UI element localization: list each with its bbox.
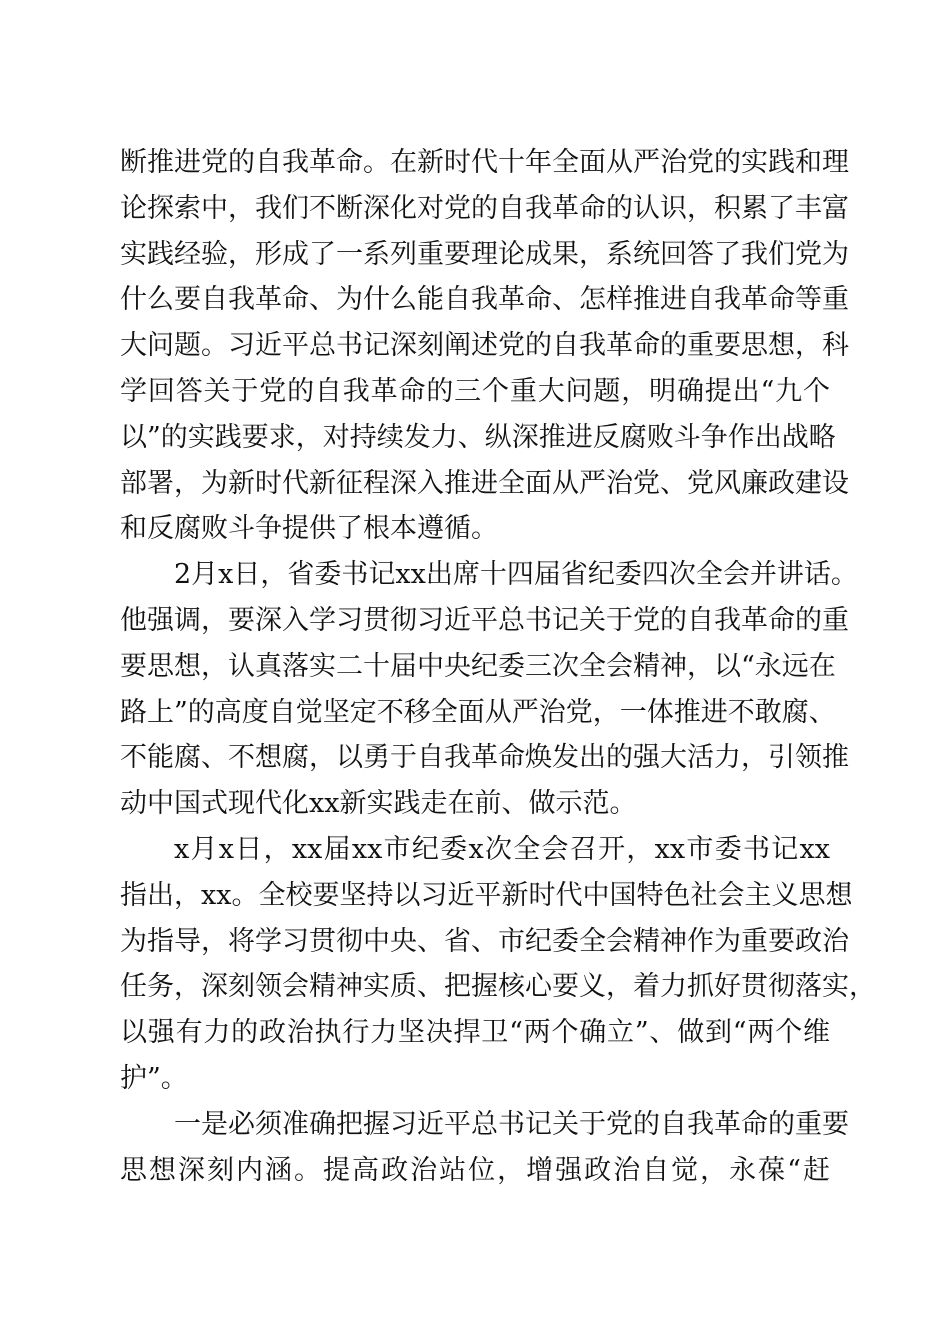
text-line: 一是必须准确把握习近平总书记关于党的自我革命的重要: [174, 1108, 849, 1140]
text-line: 指出，xx。全校要坚持以习近平新时代中国特色社会主义思想: [120, 879, 853, 911]
text-line: 要思想，认真落实二十届中央纪委三次全会精神，以“永远在: [120, 650, 836, 682]
paragraph-4: [120, 1102, 849, 1194]
text-line: 思想深刻内涵。提高政治站位，增强政治自觉，永葆“赶: [120, 1154, 830, 1186]
document-body: [120, 140, 876, 1193]
text-line: 任务，深刻领会精神实质、把握核心要义，着力抓好贯彻落实，: [120, 971, 876, 1003]
text-line: 不能腐、不想腐，以勇于自我革命焕发出的强大活力，引领推: [120, 742, 849, 774]
text-line: 什么要自我革命、为什么能自我革命、怎样推进自我革命等重: [120, 284, 849, 316]
text-line: 他强调，要深入学习贯彻习近平总书记关于党的自我革命的重: [120, 604, 849, 636]
text-line: 论探索中，我们不断深化对党的自我革命的认识，积累了丰富: [120, 192, 849, 224]
text-line: 为指导，将学习贯彻中央、省、市纪委全会精神作为重要政治: [120, 925, 849, 957]
text-line: 2月x日，省委书记xx出席十四届省纪委四次全会并讲话。: [174, 559, 858, 591]
paragraph-1: [120, 140, 849, 552]
text-line: x月x日，xx届xx市纪委x次全会召开，xx市委书记xx: [174, 833, 830, 865]
text-line: 断推进党的自我革命。在新时代十年全面从严治党的实践和理: [120, 147, 849, 178]
text-line: 学回答关于党的自我革命的三个重大问题，明确提出“九个: [120, 375, 830, 407]
text-line: 以强有力的政治执行力坚决捍卫“两个确立”、做到“两个维: [120, 1017, 830, 1049]
text-line: 路上”的高度自觉坚定不移全面从严治党，一体推进不敢腐、: [120, 696, 836, 728]
text-line: 动中国式现代化xx新实践走在前、做示范。: [120, 788, 637, 820]
paragraph-2: [120, 552, 858, 827]
text-line: 大问题。习近平总书记深刻阐述党的自我革命的重要思想，科: [120, 330, 849, 362]
paragraph-3: [120, 827, 876, 1102]
text-line: 部署，为新时代新征程深入推进全面从严治党、党风廉政建设: [120, 467, 849, 499]
text-line: 和反腐败斗争提供了根本遵循。: [120, 513, 498, 545]
text-line: 以”的实践要求，对持续发力、纵深推进反腐败斗争作出战略: [120, 421, 836, 453]
text-line: 实践经验，形成了一系列重要理论成果，系统回答了我们党为: [120, 238, 849, 270]
text-line: 护”。: [120, 1062, 188, 1094]
